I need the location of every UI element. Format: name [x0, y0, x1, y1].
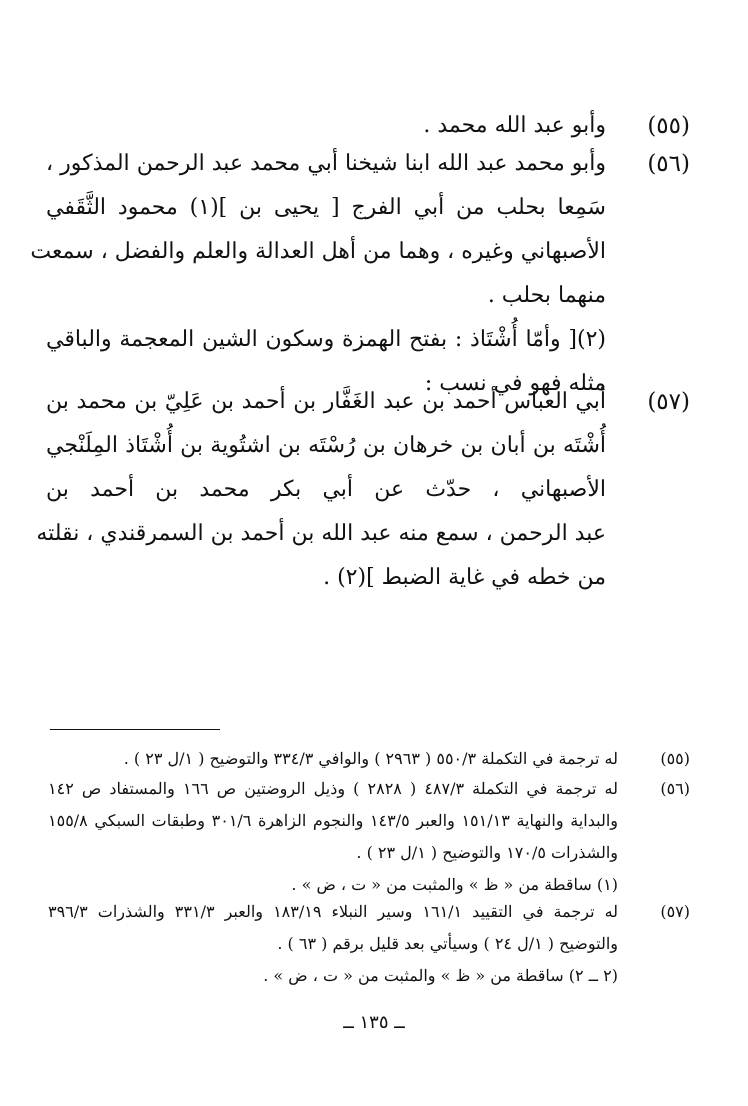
footnote-text — [48, 773, 618, 901]
footnote-text — [48, 896, 618, 992]
text-line: عبد الرحمن ، سمع منه عبد الله بن أحمد بن السمرقندي ، نقلته — [36, 521, 606, 546]
entry-56 — [30, 142, 690, 406]
footnote-number: (٥٧) — [660, 902, 690, 921]
text-line: الأصبهاني ، حدّث عن أبي بكر محمد بن أحمد بن — [46, 477, 606, 502]
text-line: وأبو عبد الله محمد . — [423, 113, 606, 138]
entry-number: (٥٥) — [647, 113, 690, 139]
footnote-number: (٥٦) — [660, 779, 690, 798]
footnote-line: (٢ ــ ٢) ساقطة من « ظ » والمثبت من « ت ، ض » . — [263, 966, 618, 985]
footnote-divider — [50, 729, 220, 730]
entry-number: (٥٧) — [647, 389, 690, 415]
footnote-line: والتوضيح ( ١/ل ٢٤ ) وسيأتي بعد قليل برقم ( ٦٣ ) . — [277, 934, 618, 953]
footnote-line: والبداية والنهاية ١٥١/١٣ والعبر ١٤٣/٥ والنجوم الزاهرة ٣٠١/٦ وطبقات السبكي ١٥٥/٨ — [48, 811, 618, 830]
entry-57 — [36, 380, 690, 600]
footnote-text — [48, 743, 618, 775]
text-line: سَمِعا بحلب من أبي الفرج [ يحيى بن ](١) محمود الثَّقَفي — [46, 195, 606, 220]
entry-text — [30, 142, 606, 406]
entry-text — [36, 380, 606, 600]
footnote-line: له ترجمة في التكملة ٥٥٠/٣ ( ٢٩٦٣ ) والوافي ٣٣٤/٣ والتوضيح ( ١/ل ٢٣ ) . — [123, 749, 618, 768]
text-line: من خطه في غاية الضبط ](٢) . — [323, 565, 606, 590]
footnote-line: له ترجمة في التكملة ٤٨٧/٣ ( ٢٨٢٨ ) وذيل الروضتين ص ١٦٦ والمستفاد ص ١٤٢ — [48, 779, 619, 798]
text-line: مثله فهو في نسب : — [424, 371, 606, 396]
footnote-number: (٥٥) — [660, 749, 690, 768]
footnote-line: (١) ساقطة من « ظ » والمثبت من « ت ، ض » . — [291, 875, 618, 894]
footnote-line: له ترجمة في التقييد ١٦١/١ وسير النبلاء ١٨٣/١٩ والعبر ٣٣١/٣ والشذرات ٣٩٦/٣ — [48, 902, 619, 921]
text-line: أبي العباس أحمد بن عبد الغَفَّار بن أحمد بن عَلِيّ بن محمد بن — [46, 389, 606, 414]
text-line: أُشْتَه بن أبان بن خرهان بن رُسْتَه بن اشتُوية بن أُشْتَاذ المِلَنْجي — [46, 433, 606, 458]
text-line: (٢)[ وأمّا أُشْتَاذ : بفتح الهمزة وسكون الشين المعجمة والباقي — [46, 327, 606, 352]
text-line: منهما بحلب . — [487, 283, 606, 308]
footnote-line: والشذرات ١٧٠/٥ والتوضيح ( ١/ل ٢٣ ) . — [356, 843, 618, 862]
text-line: الأصبهاني وغيره ، وهما من أهل العدالة والعلم والفضل ، سمعت — [30, 239, 606, 264]
page-number: ــ ١٣٥ ــ — [343, 1012, 405, 1033]
entry-number: (٥٦) — [647, 151, 690, 177]
text-line: وأبو محمد عبد الله ابنا شيخنا أبي محمد عبد الرحمن المذكور ، — [46, 151, 606, 176]
